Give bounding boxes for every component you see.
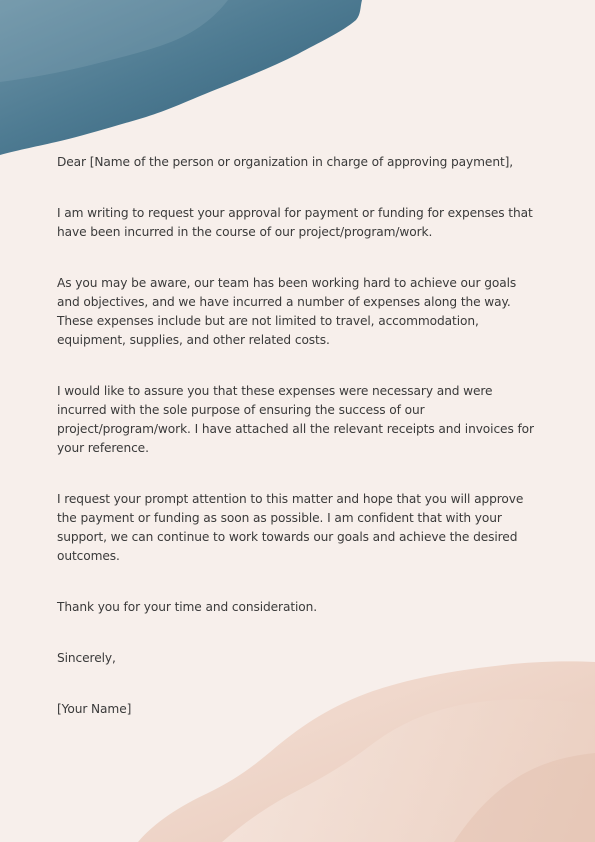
letter-paragraph-4: I request your prompt attention to this matter and hope that you will approve the payment or funding as soon as possible. I am confident that with your support, we can continue to work towards our goals and achieve the desired outcomes.	[57, 492, 524, 563]
bottom-blush-watercolor-shadow	[454, 753, 595, 842]
signature-text: [Your Name]	[57, 702, 132, 716]
letter-paragraph-1: I am writing to request your approval for payment or funding for expenses that have been incurred in the course of our project/program/work.	[57, 206, 533, 239]
top-blue-watercolor-highlight	[0, 0, 228, 82]
top-blue-watercolor-shape	[0, 0, 362, 155]
letter-paragraph-3: I would like to assure you that these expenses were necessary and were incurred with the sole purpose of ensuring the success of our project/program/work. I have attached all the relevant receipts and invoices for your reference.	[57, 384, 534, 455]
closing-text: Sincerely,	[57, 651, 116, 665]
letter-body	[57, 153, 542, 719]
letter-paragraph-2: As you may be aware, our team has been working hard to achieve our goals and objectives, and we have incurred a number of expenses along the way. These expenses include but are not limited to travel, accommodation, equipment, supplies, and other related costs.	[57, 276, 517, 347]
bottom-blush-watercolor-layer	[222, 699, 595, 842]
salutation-text: Dear [Name of the person or organization in charge of approving payment],	[57, 155, 514, 169]
thanks-text: Thank you for your time and consideration.	[57, 600, 318, 614]
